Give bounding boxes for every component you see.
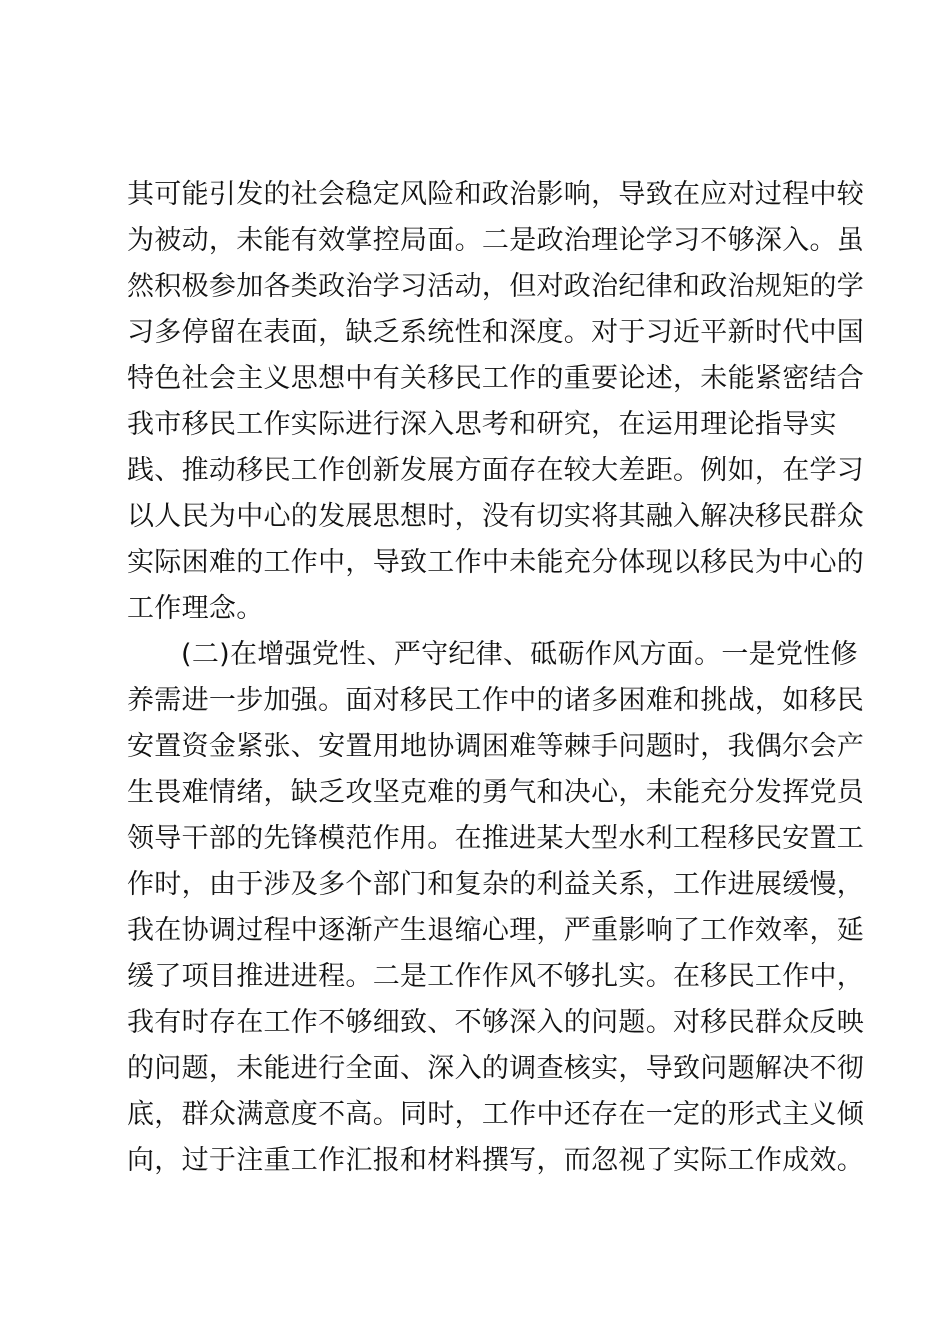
text-line: 实际困难的工作中，导致工作中未能充分体现以移民为中心的: [127, 547, 865, 578]
text-line: 我在协调过程中逐渐产生退缩心理，严重影响了工作效率，延: [127, 915, 865, 946]
text-line: 作时，由于涉及多个部门和复杂的利益关系，工作进展缓慢，: [127, 869, 865, 900]
document-body: [127, 172, 865, 1184]
text-line: 我市移民工作实际进行深入思考和研究，在运用理论指导实: [127, 409, 837, 440]
text-line: 习多停留在表面，缺乏系统性和深度。对于习近平新时代中国: [127, 317, 865, 348]
text-line: 生畏难情绪，缺乏攻坚克难的勇气和决心，未能充分发挥党员: [127, 777, 865, 808]
text-line: 践、推动移民工作创新发展方面存在较大差距。例如，在学习: [127, 455, 865, 486]
text-line: 底，群众满意度不高。同时，工作中还存在一定的形式主义倾: [127, 1099, 865, 1130]
text-line: 向，过于注重工作汇报和材料撰写，而忽视了实际工作成效。: [127, 1145, 865, 1176]
text-line: 领导干部的先锋模范作用。在推进某大型水利工程移民安置工: [127, 823, 865, 854]
text-line: 安置资金紧张、安置用地协调困难等棘手问题时，我偶尔会产: [127, 731, 865, 762]
text-line: 养需进一步加强。面对移民工作中的诸多困难和挑战，如移民: [127, 685, 865, 716]
text-line: 的问题，未能进行全面、深入的调查核实，导致问题解决不彻: [127, 1053, 865, 1084]
text-line: 以人民为中心的发展思想时，没有切实将其融入解决移民群众: [127, 501, 865, 532]
text-line: 其可能引发的社会稳定风险和政治影响，导致在应对过程中较: [127, 179, 865, 210]
text-line: 缓了项目推进进程。二是工作作风不够扎实。在移民工作中，: [127, 961, 865, 992]
text-line: (二)在增强党性、严守纪律、砥砺作风方面。一是党性修: [181, 639, 858, 670]
text-line: 然积极参加各类政治学习活动，但对政治纪律和政治规矩的学: [127, 271, 865, 302]
text-line: 为被动，未能有效掌控局面。二是政治理论学习不够深入。虽: [127, 225, 865, 256]
text-line: 特色社会主义思想中有关移民工作的重要论述，未能紧密结合: [127, 363, 865, 394]
text-line: 工作理念。: [127, 593, 264, 624]
text-line: 我有时存在工作不够细致、不够深入的问题。对移民群众反映: [127, 1007, 865, 1038]
